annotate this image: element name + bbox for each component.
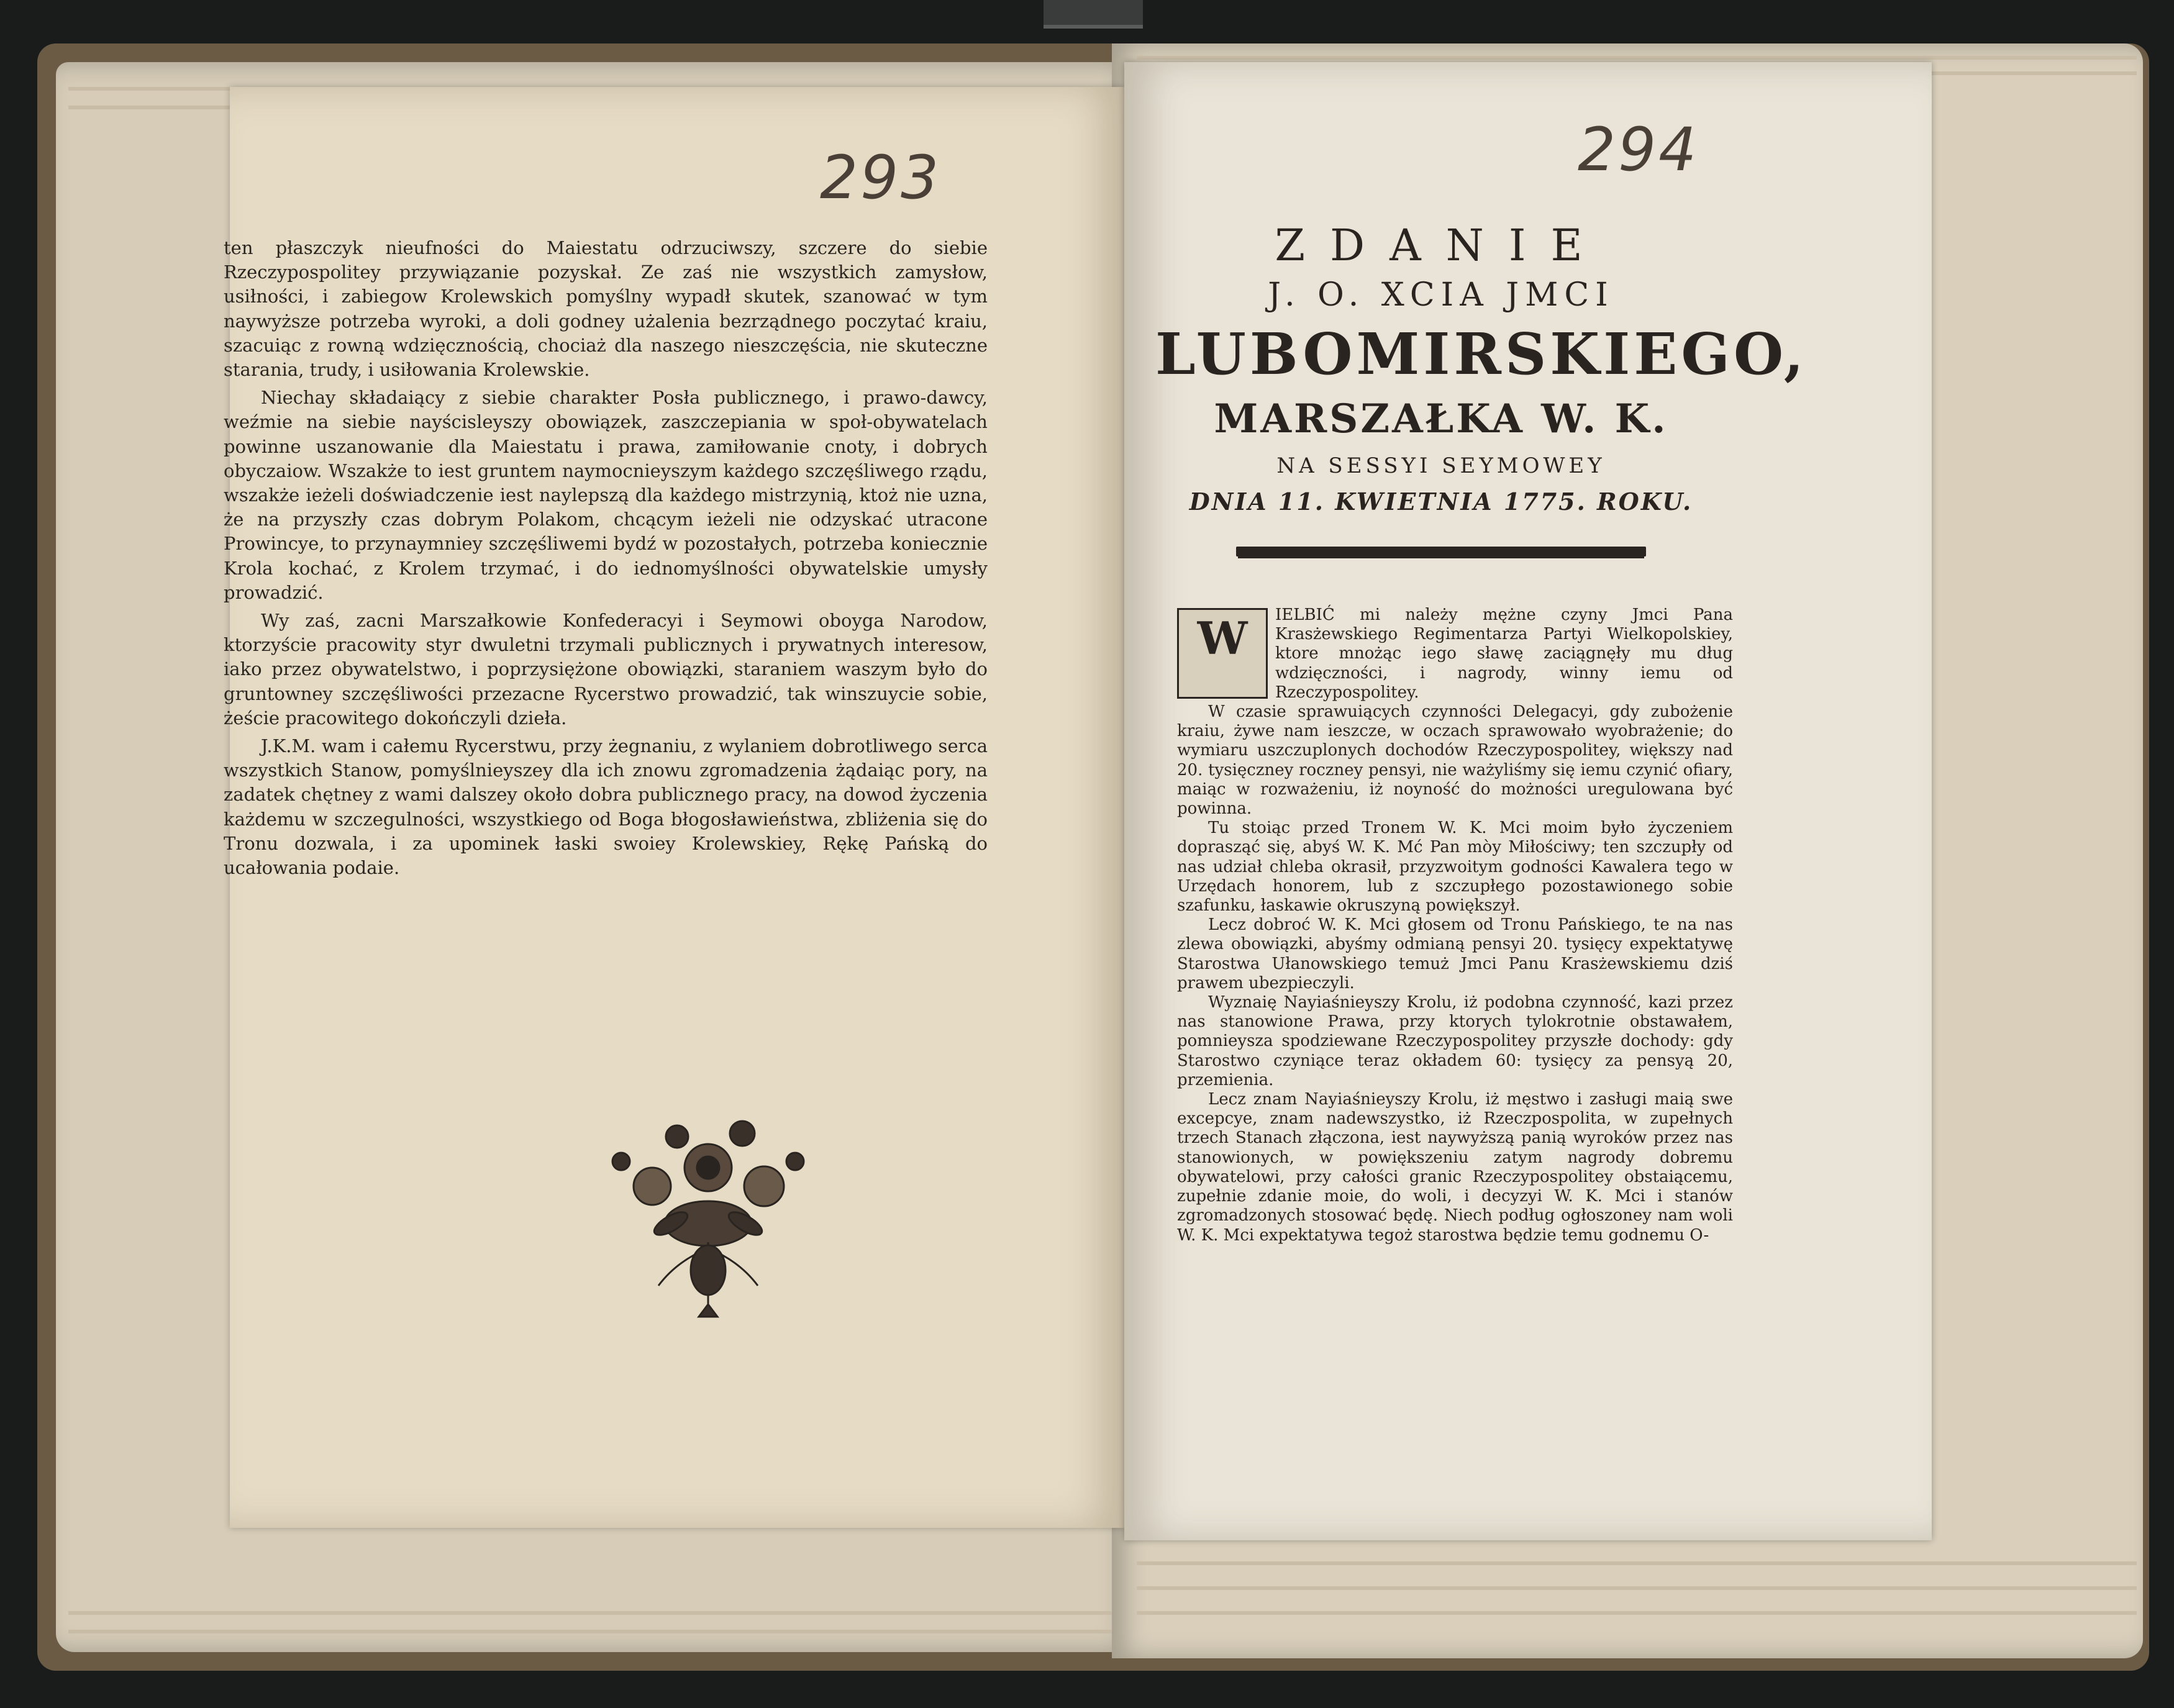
right-paragraph-4: Lecz dobroć W. K. Mci głosem od Tronu Pańskiego, te na nas zlewa obowiązki, abyśmy odmianą pensyi 20. tysięcy expektatywę Starostwa Ułanowskiego temuż Jmci Panu Krasżewskiemu dziś prawem ubezpieczyli. [1177, 915, 1733, 993]
left-paragraph-3: Wy zaś, zacni Marszałkowie Konfederacyi i Seymowi oboyga Narodow, ktorzyście pracowity styr dwuletni trzymali publicznych i prywatnych interesow, iako przez obywatelstwo, i poprzysiężone obowiązki, staraniem waszym było do gruntowney szczęśliwości przezacne Rycerstwo prowadzić, tak winszuycie sobie, żeście pracowitego dokończyli dzieła. [224, 610, 988, 729]
title-office: MARSZAŁKA W. K. [1214, 396, 1668, 442]
title-zdanie: ZDANIE [1275, 220, 1608, 271]
right-paragraph-1: IELBIĆ mi należy mężne czyny Jmci Pana Krasżewskiego Regimentarza Partyi Wielkopolskiey, ktore mnożąc iego sławę zaciągnęły mu dług wdzięczności, i nagrody, winny iemu od Rzeczypospolitey. [1275, 606, 1733, 702]
dropcap-letter: W [1197, 612, 1248, 665]
scanner-clip [1044, 0, 1143, 29]
folio-number-right: 294 [1578, 115, 1699, 184]
left-paragraph-1: ten płaszczyk nieufności do Maiestatu odrzuciwszy, szczere do siebie Rzeczypospolitey przywiązanie pozyskał. Ze zaś nie wszystkich zamysłow, usiłności, i zabiegow Krolewskich pomyślny wypadł skutek, szanować w tym naywyższe potrzeba wyroki, a doli godney użalenia bezrządnego poczytać kraiu, szacuiąc z rowną wdzięcznością, chociaż dla naszego nieszczęścia, nie skuteczne starania, trudy, i usiłowania Krolewskie. [224, 237, 988, 381]
document-title [1155, 217, 1808, 519]
decorative-initial [1177, 608, 1268, 699]
right-page-text [1177, 606, 1733, 1245]
title-line-2: J. O. XCIA JMCI [1268, 276, 1614, 314]
title-date: DNIA 11. KWIETNIA 1775. ROKU. [1189, 488, 1693, 516]
left-paragraph-4: J.K.M. wam i całemu Rycerstwu, przy żegnaniu, z wylaniem dobrotliwego serca wszystkich Stanow, pomyślnieyszey dla ich znowu zgromadzenia żądaiąc pory, na zadatek chętney z wami dalszey około dobra publicznego pracy, na dowod życzenia każdemu w szczegulności, wszystkiego od Boga błogosławieństwa, zbliżenia się do Tronu dozwala, i za upominek łaski swoiey Krolewskiey, Rękę Pańską do ucałowania podaie. [224, 735, 988, 879]
title-session: NA SESSYI SEYMOWEY [1276, 453, 1606, 478]
floral-ornament [584, 1099, 832, 1323]
title-name: LUBOMIRSKIEGO, [1155, 320, 1808, 388]
right-paragraph-3: Tu stoiąc przed Tronem W. K. Mci moim było życzeniem doprasząć się, abyś W. K. Mć Pan mòy Miłościwy; ten szczupły od nas udział chleba okrasił, przyzwoitym godności Kawalera tego w Urzędach honorem, lub z szczupłego pozostawionego sobie szafunku, łaskawie okruszyną powiększył. [1177, 819, 1733, 915]
left-paragraph-2: Niechay składaiący z siebie charakter Posła publicznego, i prawo-dawcy, weźmie na siebie nayścisleyszy obowiązek, zaszczepiania w społ-obywatelach powinne uszanowanie dla Maiestatu i prawa, zamiłowanie cnoty, i dobrych obyczaiow. Wszakże to iest gruntem naymocnieyszym każdego szczęśliwego rządu, wszakże ieżeli doświadczenie iest naylepszą dla każdego mistrzynią, ktoż nie uzna, że na przyszły czas dobrym Polakom, chcącym ieżeli nie odzyskać utracone Prowincye, to przynaymniey szczęśliwemi bydź w pozostałych, potrzeba koniecznie Krola kochać, z Krolem trzymać, i do iednomyślności obywatelskie umysły prowadzić. [224, 387, 988, 603]
right-paragraph-5: Wyznaię Nayiaśnieyszy Krolu, iż podobna czynność, kazi przez nas stanowione Prawa, przy ktorych tylokrotnie obstawałem, pomnieysza spodziewane Rzeczypospolitey przyszłe dochody: gdy Starostwo czyniące teraz okładem 60: tysięcy za pensyą 20, przemienia. [1177, 993, 1733, 1089]
right-paragraph-6: Lecz znam Nayiaśnieyszy Krolu, iż męstwo i zasługi maią swe excepcye, znam nadewszystko, iż Rzeczpospolita, w zupełnych trzech Stanach złączona, iest naywyższą panią wyroków przez nas stanowionych, w powiększeniu zatym nagrody dobremu obywatelowi, przy całości granic Rzeczypospolitey obstaiącemu, zupełnie zdanie moie, do woli, i decyzyi W. K. Mci i stanów zgromadzonych stosować będę. Niech podług ogłoszoney nam woli W. K. Mci expektatywa tegoż starostwa będzie temu godnemu O- [1177, 1090, 1733, 1245]
right-paragraph-2: W czasie sprawuiących czynności Delegacyi, gdy zubożenie kraiu, żywe nam ieszcze, w oczach sprawowało wyobrażenie; do wymiaru uszczuplonych dochodów Rzeczypospolitey, większy nad 20. tysięczney roczney pensyi, nie ważyliśmy się iemu czynić ofiary, maiąc w rozważeniu, iż noyność do możności uregulowana być powinna. [1177, 702, 1733, 819]
left-page-text [224, 236, 988, 884]
folio-number-left: 293 [820, 143, 942, 212]
title-rule [1236, 547, 1646, 556]
